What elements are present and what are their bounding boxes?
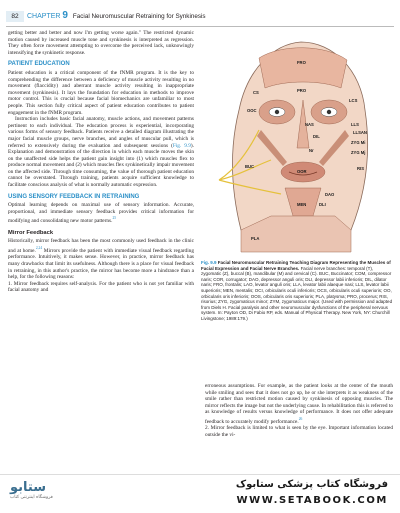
text-run: Mirror feedback is limited to what is seen by the eye. Important information located outside the vi-	[205, 425, 394, 438]
website-link[interactable]: WWW.SETABOOK.COM	[236, 495, 388, 506]
face-muscle-diagram	[201, 30, 394, 254]
paragraph	[8, 202, 194, 225]
figure-label: RIS	[357, 166, 364, 171]
text-run: erroneous assumptions. For example, as the patient looks at the center of the mouth while smiling and sees that it does not go up, he or she interprets it as weakness of the smile rather than restricted motion caused by synkinesis of opposing muscles. The mirror reflects the image but not the underlying cause. In rehabilitation this is referred to as knowledge of results versus knowledge of performance. It does not offer adequate feedback to accurately modify performance.	[205, 383, 393, 425]
face-diagram-svg	[201, 30, 394, 254]
figure-caption-text: Facial nerve branches: temporal (T), zygomatic (Z), buccal (B), mandibular (M) and cervical (C). BUC, Buccinator; COM, compressor naris; COR, corrugator; DAO, depressor anguli oris; DLI, depressor labii inferioris; DIL, dilator naris; FRO, frontalis; LAO, levator anguli oris; LLA, levator labii alaeque nasi; LLS, levator labii superioris; MEN, mentalis; OCI, orbicularis oculi inferioris; OCS, orbicularis oculi superioris; OO, orbicularis oris inferioris; OOS, orbicularis oris superioris; PLA, platysma; PRO, procerus; RIS, risorius; ZYG, zygomaticus minor; ZYM, zygomaticus major. (Used with permission and adapted from Diels H. Facial paralysis and other neuromuscular dysfunctions of the peripheral nervous system. In: Payton OD, Di Fabio RP, eds. Manual of Physical Therapy. New York, NY: Churchill Livingstone; 1989:179.)	[201, 265, 393, 321]
left-pupil	[275, 110, 279, 114]
figure-label: LLSAN	[353, 130, 367, 135]
chapter-label: CHAPTER	[27, 13, 61, 20]
figure-label: LLS	[351, 122, 359, 127]
text-run: Mirror feedback requires self-analysis. For the patient who is not yet familiar with facial anatomy and	[8, 280, 195, 294]
list-item: 1. Mirror feedback requires self-analysis. For the patient who is not yet familiar with facial anatomy and	[8, 280, 195, 294]
figure-number: Fig. 9.9	[201, 260, 217, 265]
chapter-number: 9	[62, 10, 68, 21]
list-item: 2. Mirror feedback is limited to what is seen by the eye. Important information located outside the vi-	[205, 425, 394, 438]
paragraph	[8, 238, 194, 280]
paragraph	[205, 383, 393, 425]
chapter-title: Facial Neuromuscular Retraining for Synkinesis	[72, 13, 206, 20]
figure-label: NAS	[305, 122, 314, 127]
figure-label: CS	[253, 90, 259, 95]
text-run: Instruction includes basic facial anatomy, muscle actions, and movement patterns pertinent to each individual. The education process is experiential, incorporating various forms of sensory feedback. Patients receive a detailed diagram illustrating the major facial muscle groups, nerve branches, and angles of muscular pull, which is referred to extensively during the evaluation and subsequent sessions (	[8, 116, 194, 149]
figure-label: DLI	[319, 202, 326, 207]
figure-label: LCS	[349, 98, 358, 103]
figure-link[interactable]: Fig. 9.9	[172, 142, 191, 149]
paragraph: Patient education is a critical component of the fNMR program. It is the key to comprehending the difference between a deficiency of muscle activity resulting in no movement (flaccidity) and aberrant muscle activity resulting in inappropriate movement (synkinesis). It lays the foundation for education in methods to improve motor control. This is crucial because facial biomechanics are unfamiliar to most people. This section fully critical aspect of patient education contributes to patient engagement in the fNMR program.	[8, 69, 194, 116]
chapter-heading	[27, 10, 206, 23]
text-run: Historically, mirror feedback has been the most commonly used feedback in the clinic and at home.	[8, 238, 194, 254]
figure-caption-heading: Facial Neuromuscular Retraining Teaching Diagram Representing the Muscles of Facial Expression and Facial Nerve Branches.	[201, 260, 391, 271]
right-pupil	[327, 110, 331, 114]
citation-link[interactable]: 25	[112, 216, 117, 221]
figure-label: PRO	[297, 88, 307, 93]
frontalis-muscle	[259, 48, 347, 88]
page-number: 82	[6, 11, 24, 22]
figure-label: OOR	[297, 169, 307, 174]
figure-label: DIL	[313, 134, 320, 139]
section-heading-sensory-feedback: USING SENSORY FEEDBACK IN RETRAINING	[8, 193, 140, 200]
right-column	[205, 383, 393, 439]
citation-link[interactable]: 2,24	[35, 245, 43, 250]
figure-label: MEN	[297, 202, 307, 207]
figure-caption	[201, 260, 394, 322]
footer-banner	[0, 474, 400, 513]
figure-label: Nr	[309, 148, 314, 153]
intro-paragraph: getting better and better and now I'm getting worse again." The restricted dynamic motion caused by increased muscle tone and synkinesis is interpreted as regression. They often force movement attempting to overcome the perceived lack, unknowingly intensifying the synkinetic response.	[8, 30, 194, 56]
paragraph	[8, 116, 194, 189]
section-heading-patient-education: PATIENT EDUCATION	[8, 61, 70, 68]
setabook-logo[interactable]	[10, 480, 86, 508]
text-run: ). Explanation and demonstration of the direction in which each muscle moves the skin on the unaffected side helps the patient gain insight into (1) which muscles flex to produce normal movement and (2) which muscles flex synkinetically impair movement on the affected side. Through time consuming, the value of thorough patient education cannot be overstated. Through training, patients acquire sufficient knowledge to facilitate conscious analysis of what is normally automatic expression.	[8, 142, 194, 189]
store-name: فروشگاه کتاب پزشکی ستابوک	[235, 479, 388, 490]
text-run: Optimal learning depends on maximal use of sensory information. Accurate, proportional, and immediate sensory feedback provides critical information for modifying and consolidating new motor patterns.	[8, 202, 194, 225]
figure-label: OOC	[247, 108, 257, 113]
figure-label: BUC	[245, 164, 255, 169]
figure-label: PLA	[251, 236, 260, 241]
figure-label: DAO	[325, 192, 335, 197]
page-header	[0, 10, 400, 24]
figure-label: FRO	[297, 60, 306, 65]
citation-link[interactable]: 26	[298, 416, 303, 421]
logo-text: ستابو	[10, 480, 47, 495]
logo-subtitle: فروشگاه اینترنتی کتاب	[10, 495, 53, 500]
header-rule	[6, 26, 394, 27]
figure-label: ZYG Mj	[351, 150, 366, 155]
subsection-heading-mirror-feedback: Mirror Feedback	[8, 229, 54, 236]
text-run: Mirrors provide the patient with immediate visual feedback regarding performance. Intuitively, it makes sense. However, in practice, mirror feedback has many drawbacks that limit its usefulness. Although there is a place for visual feedback in retraining, in this author's practice, the mirror has become more a hindrance than a help, for the following reasons:	[8, 247, 194, 281]
figure-label: ZYG Mi	[351, 140, 366, 145]
left-column	[8, 30, 194, 294]
